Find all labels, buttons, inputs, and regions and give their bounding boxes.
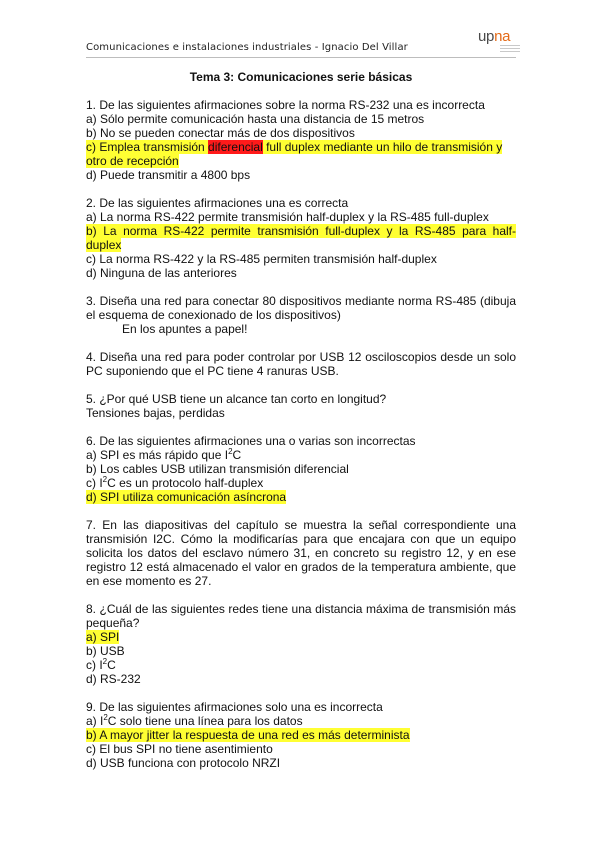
question-stem: 9. De las siguientes afirmaciones solo una es incorrecta: [86, 700, 383, 714]
option-a: a) $I^2C$ solo tiene una línea para los datos: [86, 713, 303, 728]
option-c: c) La norma RS-422 y la RS-485 permiten transmisión half-duplex: [86, 252, 437, 266]
question-3: [86, 294, 516, 336]
option-b: b) La norma RS-422 permite transmisión full-duplex y la RS-485 para half-duplex: [86, 224, 516, 252]
question-4: [86, 350, 516, 378]
answer-text: Tensiones bajas, perdidas: [86, 406, 225, 420]
option-d: d) RS-232: [86, 672, 141, 686]
question-9: [86, 700, 516, 770]
question-stem: 3. Diseña una red para conectar 80 dispositivos mediante norma RS-485 (dibuja el esquema de conexionado de los dispositivos): [86, 294, 516, 322]
upna-logo: [478, 29, 522, 59]
answer-text: En los apuntes a papel!: [122, 322, 248, 336]
question-2: [86, 196, 516, 280]
logo-wordmark: upna: [478, 28, 511, 45]
question-stem: 6. De las siguientes afirmaciones una o varias son incorrectas: [86, 434, 416, 448]
running-header: Comunicaciones e instalaciones industriales - Ignacio Del Villar: [86, 42, 408, 53]
question-stem: 5. ¿Por qué USB tiene un alcance tan corto en longitud?: [86, 392, 387, 406]
header-divider: [86, 57, 516, 58]
option-c: c) $I^2C$: [86, 657, 116, 672]
option-a: a) SPI es más rápido que $I^2C$: [86, 447, 242, 462]
option-a: a) SPI: [86, 630, 120, 644]
option-d: d) SPI utiliza comunicación asíncrona: [86, 490, 287, 504]
option-d: d) Puede transmitir a 4800 bps: [86, 168, 251, 182]
option-b: b) Los cables USB utilizan transmisión diferencial: [86, 462, 349, 476]
question-stem: 8. ¿Cuál de las siguientes redes tiene una distancia máxima de transmisión más pequeña?: [86, 602, 516, 630]
option-d: d) Ninguna de las anteriores: [86, 266, 237, 280]
option-a: a) La norma RS-422 permite transmisión half-duplex y la RS-485 full-duplex: [86, 210, 489, 224]
question-stem: 7. En las diapositivas del capítulo se muestra la señal correspondiente una transmisión I2C. Cómo la modificarías para que encajara con que un equipo solicita los datos del esclavo número 31, en concreto su registro 12, y en ese registro 12 está almacenado el valor en grados de la temperatura ambiente, que en ese momento es 27.: [86, 518, 516, 588]
option-a: a) Sólo permite comunicación hasta una distancia de 15 metros: [86, 112, 425, 126]
page-title: Tema 3: Comunicaciones serie básicas: [189, 70, 413, 84]
option-c: c) $I^2C$ es un protocolo half-duplex: [86, 475, 264, 490]
option-d: d) USB funciona con protocolo NRZI: [86, 756, 281, 770]
question-1: [86, 98, 516, 182]
question-5: [86, 392, 516, 420]
question-stem: 1. De las siguientes afirmaciones sobre la norma RS-232 una es incorrecta: [86, 98, 485, 112]
question-stem: 4. Diseña una red para poder controlar por USB 12 osciloscopios desde un solo PC suponiendo que el PC tiene 4 ranuras USB.: [86, 350, 516, 378]
question-stem: 2. De las siguientes afirmaciones una es correcta: [86, 196, 349, 210]
option-b: b) No se pueden conectar más de dos dispositivos: [86, 126, 355, 140]
option-b: b) A mayor jitter la respuesta de una red es más determinista: [86, 728, 410, 742]
option-b: b) USB: [86, 644, 125, 658]
question-8: [86, 602, 516, 686]
highlighted-word: diferencial: [208, 140, 263, 154]
question-7: [86, 518, 516, 588]
option-c: c) El bus SPI no tiene asentimiento: [86, 742, 273, 756]
question-6: [86, 434, 516, 504]
question-list: [86, 98, 516, 784]
option-c: c) Emplea transmisión diferencial full duplex mediante un hilo de transmisión y otro de recepción: [86, 140, 503, 168]
logo-subtitle-lines: [500, 45, 520, 52]
